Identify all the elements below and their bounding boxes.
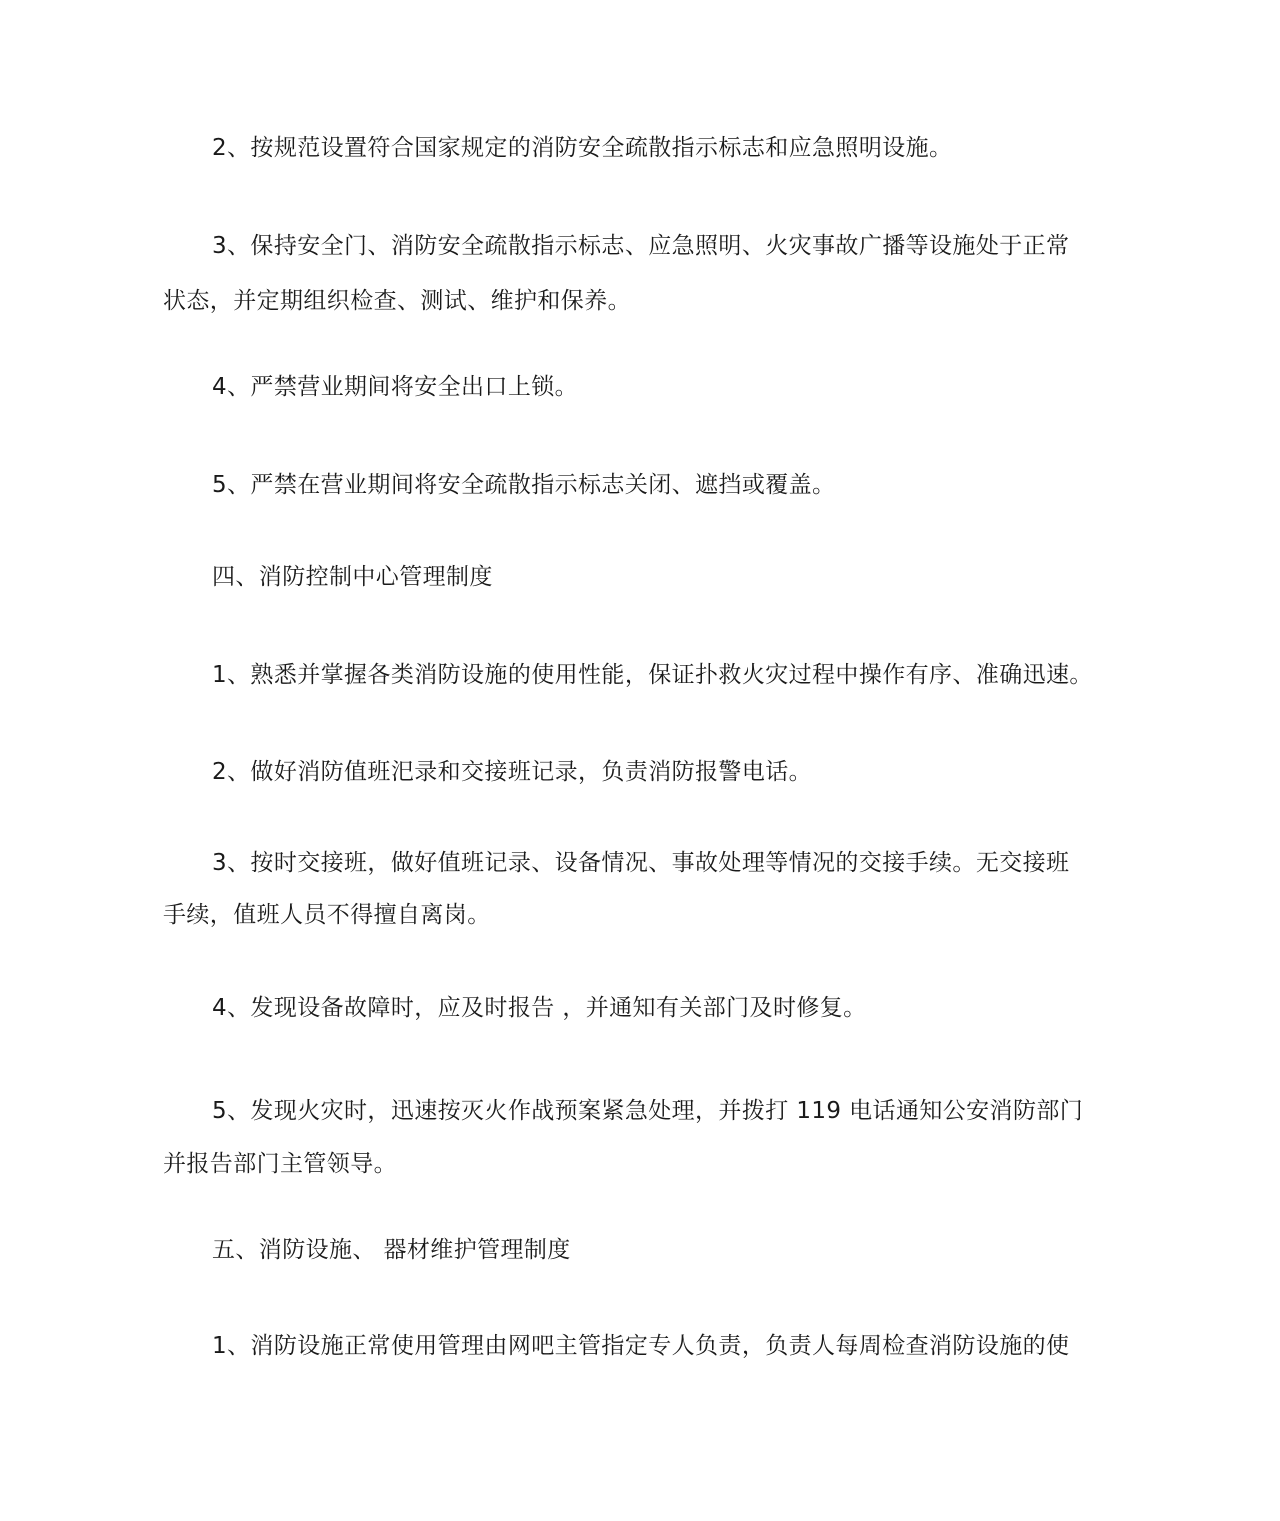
paragraph-line: 2、做好消防值班汜录和交接班记录，负责消防报警电话。 bbox=[212, 759, 813, 785]
paragraph-line: 状态，并定期组织检查、测试、维护和保养。 bbox=[163, 288, 631, 314]
section-heading: 五、消防设施、 器材维护管理制度 bbox=[212, 1237, 571, 1263]
paragraph-line: 1、消防设施正常使用管理由网吧主管指定专人负责，负责人每周检查消防设施的使 bbox=[212, 1333, 1070, 1359]
paragraph-line: 5、严禁在营业期间将安全疏散指示标志关闭、遮挡或覆盖。 bbox=[212, 472, 836, 498]
paragraph-line: 3、按时交接班，做好值班记录、设备情况、事故处理等情况的交接手续。无交接班 bbox=[212, 850, 1070, 876]
section-heading: 四、消防控制中心管理制度 bbox=[212, 564, 493, 590]
paragraph-line: 并报告部门主管领导。 bbox=[163, 1151, 397, 1177]
paragraph-line: 手续，值班人员不得擅自离岗。 bbox=[163, 902, 491, 928]
paragraph-line: 1、熟悉并掌握各类消防设施的使用性能，保证扑救火灾过程中操作有序、准确迅速。 bbox=[212, 662, 1093, 688]
paragraph-line: 4、发现设备故障时，应及时报告 ，并通知有关部门及时修复。 bbox=[212, 995, 867, 1021]
paragraph-line: 3、保持安全门、消防安全疏散指示标志、应急照明、火灾事故广播等设施处于正常 bbox=[212, 233, 1070, 259]
paragraph-line: 5、发现火灾时，迅速按灭火作战预案紧急处理，并拨打 119 电话通知公安消防部门 bbox=[212, 1098, 1084, 1124]
paragraph-line: 4、严禁营业期间将安全出口上锁。 bbox=[212, 374, 579, 400]
paragraph-line: 2、按规范设置符合国家规定的消防安全疏散指示标志和应急照明设施。 bbox=[212, 135, 953, 161]
